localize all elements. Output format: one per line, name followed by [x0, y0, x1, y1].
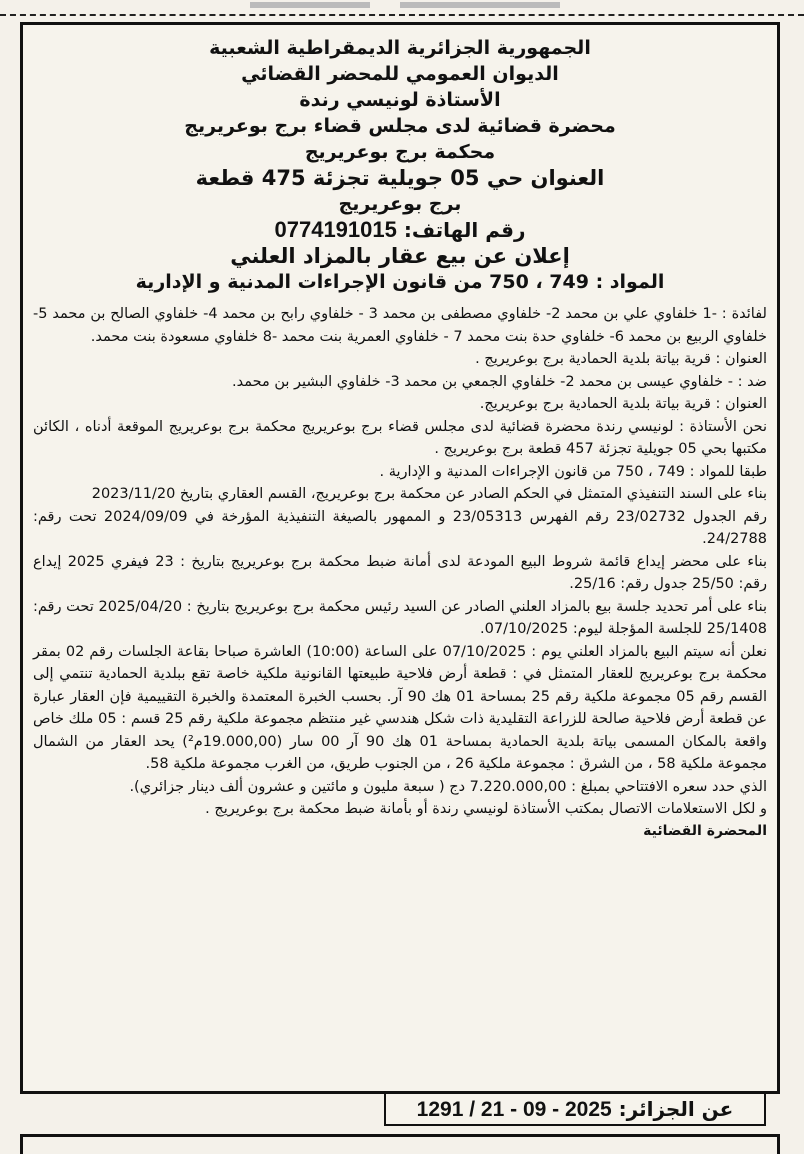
announcement-header — [23, 25, 777, 295]
previous-article-strip — [0, 0, 804, 14]
republic-title: الجمهورية الجزائرية الديمقراطية الشعبية — [209, 37, 591, 59]
announcement-body — [23, 295, 777, 821]
court-name: محكمة برج بوعريريج — [304, 141, 496, 163]
phone-number: 0774191015 — [274, 217, 397, 242]
beneficiaries-address: العنوان : قرية بياتة بلدية الحمادية برج بوعريريج . — [475, 351, 767, 367]
bailiff-name: الأستاذة لونيسي رندة — [299, 89, 501, 111]
contact-info: و لكل الاستعلامات الاتصال بمكتب الأستاذة لونيسي رندة أو بأمانة ضبط محكمة برج بوعريريج . — [205, 801, 767, 817]
reference-number: 2025 - 09 - 21 / 1291 — [416, 1098, 612, 1121]
bailiff-statement: نحن الأستاذة : لونيسي رندة محضرة قضائية لدى مجلس قضاء برج بوعريريج محكمة برج بوعريريج الموقعة أدناه ، الكائن مكتبها بحي 05 جويلية تجزئة 457 قطعة برج بوعريريج . — [33, 418, 767, 457]
phone-row — [23, 217, 777, 243]
beneficiaries: لفائدة : -1 خلفاوي علي بن محمد 2- خلفاوي مصطفى بن محمد 3 - خلفاوي رابح بن محمد 4- خلفاوي الصالح بن محمد 5- خلفاوي الربيع بن محمد 6- خلفاوي حدة بنت محمد 7 - خلفاوي العمرية بنت محمد -8 خلفاوي مسعودة بنت محمد. — [33, 306, 767, 345]
announcement-title: إعلان عن بيع عقار بالمزاد العلني — [230, 244, 570, 268]
court-order: بناء على أمر تحديد جلسة بيع بالمزاد العلني الصادر عن السيد رئيس محكمة برج بوعريريج بتاريخ : 2025/04/20 تحت رقم: 25/1408 للجلسة المؤجلة ليوم: 07/10/2025. — [33, 598, 767, 637]
next-article-frame — [20, 1134, 780, 1154]
phone-label: رقم الهاتف: — [403, 218, 526, 242]
address-line-1: العنوان حي 05 جويلية تجزئة 475 قطعة — [195, 166, 605, 190]
announcement-frame — [20, 22, 780, 1094]
docket-info: رقم الجدول 23/02732 رقم الفهرس 23/05313 و الممهور بالصيغة التنفيذية المؤرخة في 2024/09/09 تحت رقم: 24/2788. — [33, 508, 767, 547]
office-title: الديوان العمومي للمحضر القضائي — [241, 63, 559, 85]
sale-announcement: نعلن أنه سيتم البيع بالمزاد العلني يوم : 07/10/2025 على الساعة (10:00) العاشرة صباحا بقاعة الجلسات رقم 02 بمقر محكمة برج بوعريريج للعقار المتمثل في : قطعة أرض فلاحية طبيعتها القانونية ملكية خاصة تقع ببلدية الحمادية تنتمي إلى القسم رقم 05 مجموعة ملكية رقم 25 بمساحة 01 هك 90 آر. بحسب الخبرة المعتمدة والخبرة التقييمية فإن العقار عبارة عن قطعة أرض فلاحية صالحة للزراعة التقليدية ذات شكل هندسي غير منتظم مجموعة ملكية رقم 25 قسم : 05 ملك خاص واقعة بالمكان المسمى بياتة بلدية الحمادية بمساحة 01 هك 90 آر 00 سار (19.000,00م²) يحد العقار من الشمال مجموعة ملكية 58 ، من الشرق : مجموعة ملكية 26 ، من الجنوب طريق، من الغرب مجموعة ملكية 58. — [33, 643, 768, 772]
deposit-info: بناء على محضر إيداع قائمة شروط البيع المودعة لدى أمانة ضبط محكمة برج بوعريريج بتاريخ : 23 فيفري 2025 إيداع رقم: 25/50 جدول رقم: 25/16. — [33, 553, 767, 592]
against-address: العنوان : قرية بياتة بلدية الحمادية برج بوعريريج. — [479, 396, 767, 412]
enforceable-deed: بناء على السند التنفيذي المتمثل في الحكم الصادر عن محكمة برج بوعريريج، القسم العقاري بتاريخ 2023/11/20 — [91, 486, 767, 502]
signature: المحضرة القضائية — [643, 822, 767, 839]
against: ضد : - خلفاوي عيسى بن محمد 2- خلفاوي الجمعي بن محمد 3- خلفاوي البشير بن محمد. — [232, 373, 767, 390]
newspaper-reference-stamp — [384, 1092, 766, 1126]
per-articles: طبقا للمواد : 749 ، 750 من قانون الإجراءات المدنية و الإدارية . — [379, 463, 767, 480]
newspaper-label: عن الجزائر: — [618, 1097, 734, 1121]
opening-price: الذي حدد سعره الافتتاحي بمبلغ : 7.220.000,00 دج ( سبعة مليون و مائتين و عشرون ألف دينار جزائري). — [129, 778, 767, 795]
court-officer: محضرة قضائية لدى مجلس قضاء برج بوعريريج — [184, 115, 616, 137]
articles-line: المواد : 749 ، 750 من قانون الإجراءات المدنية و الإدارية — [135, 271, 665, 293]
top-cut-line — [0, 14, 804, 16]
address-line-2: برج بوعريريج — [338, 193, 462, 215]
